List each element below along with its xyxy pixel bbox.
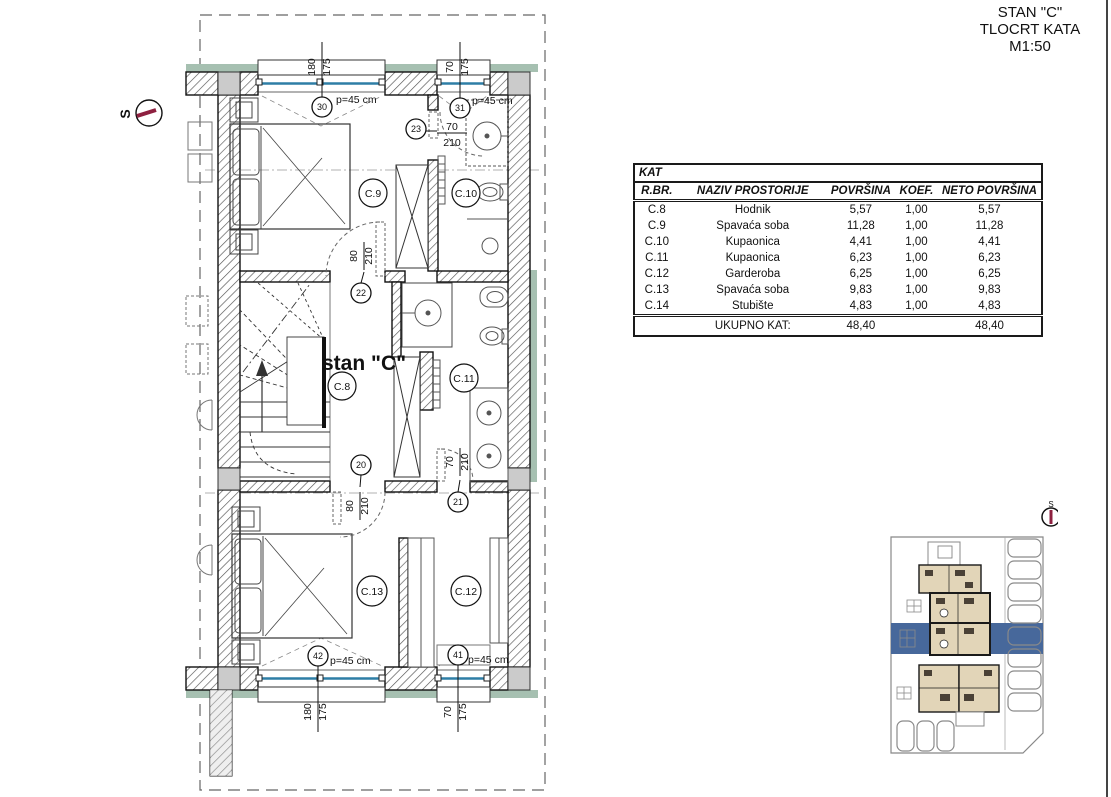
cell-room-name: Kupaonica [725, 236, 780, 248]
dimension-door-22 [348, 242, 375, 270]
col-header-povrsina: POVRŠINA [827, 182, 895, 201]
col-header-koef: KOEF. [895, 182, 938, 201]
cell-koef: 1,00 [905, 236, 928, 248]
apartment-label: stan "C" [322, 352, 407, 375]
wardrobe-shaft-middle [394, 357, 420, 477]
svg-text:20: 20 [355, 460, 367, 470]
site-building-5 [959, 665, 999, 712]
cell-area: 4,83 [849, 300, 873, 312]
svg-text:210: 210 [359, 497, 371, 515]
cell-room-id: C.13 [644, 284, 669, 296]
drawing-scale: M1:50 [1009, 38, 1051, 55]
svg-text:p=45 cm: p=45 cm [468, 654, 509, 666]
wardrobe-shaft-top [396, 165, 428, 268]
site-north-arrow [1042, 500, 1058, 526]
marker-22 [351, 272, 371, 303]
cell-neto: 9,83 [978, 284, 1001, 296]
cell-area: 4,41 [849, 236, 873, 248]
svg-text:175: 175 [459, 58, 471, 76]
svg-text:21: 21 [452, 497, 464, 507]
cell-room-name: Spavaća soba [716, 220, 790, 232]
room-label-c12 [451, 576, 481, 606]
svg-text:C.8: C.8 [333, 381, 351, 393]
cell-room-name: Stubište [731, 300, 774, 312]
svg-text:C.10: C.10 [454, 188, 478, 200]
total-neto: 48,40 [938, 316, 1042, 337]
table-header-row [634, 182, 1042, 201]
svg-text:22: 22 [355, 288, 367, 298]
col-header-rbr: R.BR. [634, 182, 679, 201]
double-bed-c9 [230, 98, 350, 254]
table-row [634, 234, 1042, 250]
project-title: STAN "C" [997, 4, 1063, 21]
cell-room-name: Spavaća soba [716, 284, 790, 296]
cell-area: 9,83 [849, 284, 873, 296]
cell-koef: 1,00 [905, 252, 928, 264]
marker-23 [406, 119, 426, 139]
cell-neto: 6,23 [978, 252, 1001, 264]
svg-text:175: 175 [321, 58, 333, 76]
table-row [634, 282, 1042, 298]
cell-area: 6,23 [849, 252, 873, 264]
table-row [634, 201, 1042, 219]
marker-42 [308, 646, 328, 666]
cell-koef: 1,00 [905, 300, 928, 312]
north-arrow [117, 100, 162, 126]
cell-room-id: C.8 [647, 204, 666, 216]
double-bed-c13 [232, 507, 352, 664]
svg-text:p=45 cm: p=45 cm [472, 95, 513, 107]
cell-room-name: Garderoba [725, 268, 781, 280]
svg-text:70: 70 [446, 121, 458, 133]
marker-21 [448, 480, 468, 512]
cell-koef: 1,00 [905, 204, 928, 216]
room-label-c10 [452, 179, 480, 207]
room-label-c13 [357, 576, 387, 606]
svg-text:42: 42 [312, 651, 324, 661]
cell-room-id: C.11 [645, 252, 669, 264]
svg-text:41: 41 [452, 650, 464, 660]
table-row [634, 266, 1042, 282]
site-building-4 [919, 665, 959, 712]
svg-text:C.13: C.13 [360, 586, 384, 598]
cell-room-name: Hodnik [734, 204, 771, 216]
svg-text:175: 175 [457, 703, 469, 721]
col-header-neto: NETO POVRŠINA [938, 182, 1042, 201]
cell-room-id: C.10 [644, 236, 669, 248]
svg-text:180: 180 [306, 58, 318, 76]
svg-text:175: 175 [317, 703, 329, 721]
staircase [240, 282, 330, 481]
svg-text:70: 70 [444, 456, 456, 468]
cell-koef: 1,00 [905, 284, 928, 296]
svg-text:180: 180 [302, 703, 314, 721]
title-block [950, 4, 1110, 55]
site-building-3 [930, 623, 990, 655]
svg-text:30: 30 [316, 102, 328, 112]
area-table [633, 163, 1043, 337]
table-total-row [634, 316, 1042, 337]
svg-text:C.12: C.12 [454, 586, 478, 598]
cell-neto: 5,57 [978, 204, 1001, 216]
table-row [634, 250, 1042, 266]
svg-text:p=45 cm: p=45 cm [330, 655, 371, 667]
door-23 [429, 112, 484, 156]
svg-text:p=45 cm: p=45 cm [336, 94, 377, 106]
cell-neto: 6,25 [978, 268, 1001, 280]
total-label: UKUPNO KAT: [679, 316, 827, 337]
cell-room-id: C.9 [647, 220, 666, 232]
marker-30 [312, 97, 332, 117]
site-building-2 [930, 593, 990, 623]
cell-neto: 11,28 [975, 220, 1004, 232]
svg-text:210: 210 [459, 453, 471, 471]
cell-neto: 4,83 [978, 300, 1001, 312]
cell-neto: 4,41 [978, 236, 1001, 248]
svg-text:210: 210 [443, 137, 461, 149]
svg-text:80: 80 [344, 500, 356, 512]
floor-plan-svg [110, 8, 570, 797]
table-group-header: KAT [634, 164, 1042, 182]
door-22 [326, 222, 385, 276]
svg-text:70: 70 [444, 61, 456, 73]
total-area: 48,40 [827, 316, 895, 337]
site-building-1 [919, 565, 981, 593]
marker-41 [448, 645, 468, 665]
room-label-c11 [450, 364, 478, 392]
site-plan-svg [878, 498, 1058, 768]
svg-text:70: 70 [442, 706, 454, 718]
cell-area: 5,57 [849, 204, 873, 216]
svg-text:31: 31 [454, 103, 466, 113]
cell-area: 11,28 [846, 220, 875, 232]
dimension-door-21 [444, 448, 471, 476]
marker-31 [450, 98, 470, 118]
north-label: S [117, 109, 133, 119]
cell-koef: 1,00 [905, 220, 928, 232]
table-row [634, 298, 1042, 316]
cell-koef: 1,00 [905, 268, 928, 280]
col-header-naziv: NAZIV PROSTORIJE [679, 182, 827, 201]
svg-text:C.11: C.11 [453, 373, 475, 385]
cell-room-name: Kupaonica [725, 252, 780, 264]
cell-room-id: C.12 [644, 268, 669, 280]
sheet-right-border [1106, 0, 1108, 797]
room-label-c9 [359, 179, 387, 207]
svg-text:80: 80 [348, 250, 360, 262]
cell-room-id: C.14 [644, 300, 669, 312]
neighbour-fixtures [186, 122, 212, 575]
dimension-door-20 [344, 492, 371, 520]
svg-text:C.9: C.9 [364, 188, 382, 200]
svg-text:210: 210 [363, 247, 375, 265]
chimney-strip [210, 690, 232, 776]
room-label-c8 [328, 372, 356, 400]
site-north-label: S [1048, 500, 1054, 509]
table-row [634, 218, 1042, 234]
cell-area: 6,25 [849, 268, 873, 280]
svg-text:23: 23 [410, 124, 422, 134]
drawing-title: TLOCRT KATA [979, 21, 1081, 38]
marker-20 [351, 455, 371, 487]
